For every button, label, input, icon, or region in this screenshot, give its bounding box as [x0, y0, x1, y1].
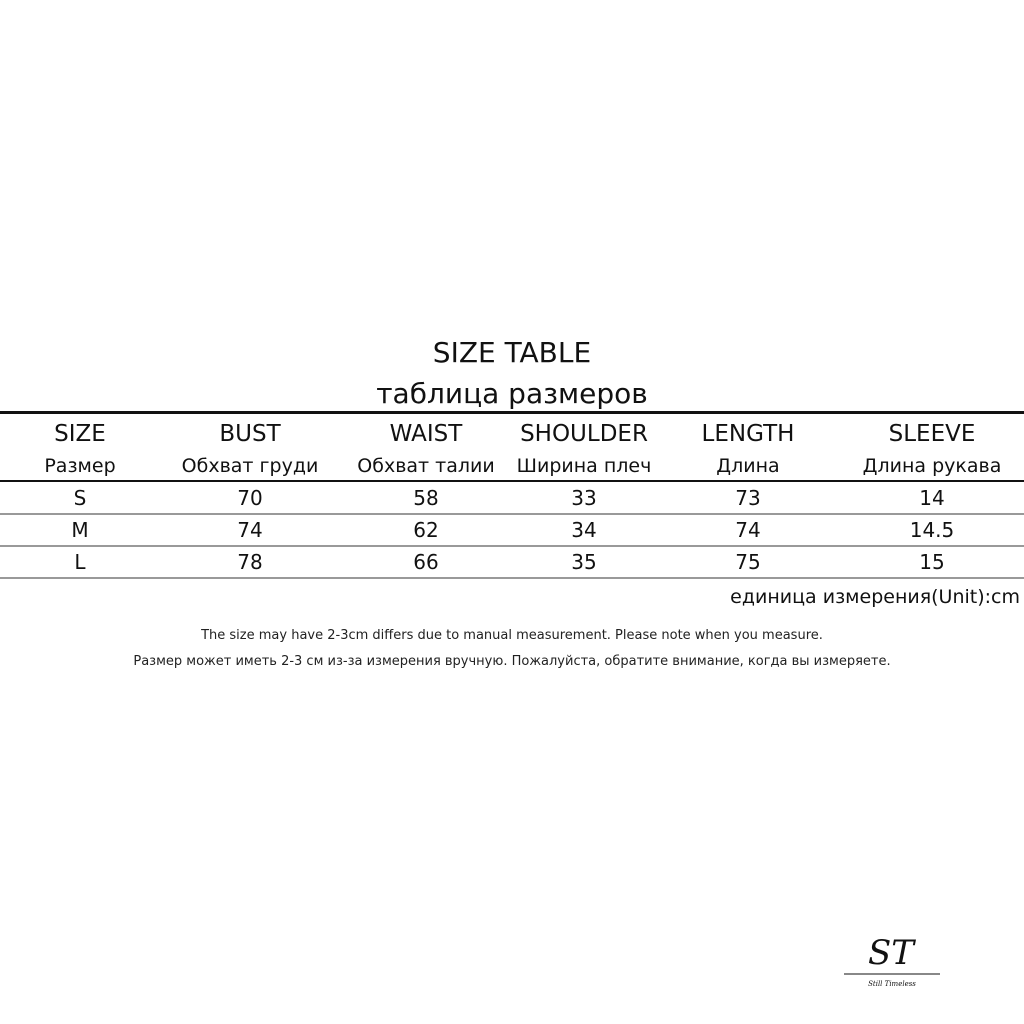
- table-cell: 70: [237, 486, 263, 510]
- table-cell: L: [74, 550, 86, 574]
- header-bust: BUST: [219, 421, 281, 447]
- header-shoulder-ru: Ширина плеч: [516, 455, 652, 477]
- page-subtitle: таблица размеров: [376, 377, 648, 410]
- table-row: [0, 546, 1024, 578]
- header-length: LENGTH: [701, 421, 795, 447]
- header-waist-ru: Обхват талии: [357, 455, 495, 477]
- table-cell: 35: [571, 550, 597, 574]
- table-cell: 15: [919, 550, 945, 574]
- table-cell: 33: [571, 486, 597, 510]
- measurement-note-en: The size may have 2-3cm differs due to manual measurement. Please note when you measure.: [201, 628, 823, 643]
- table-top-rule: [0, 411, 1024, 414]
- table-cell: 14.5: [909, 518, 955, 542]
- table-cell: 14: [919, 486, 945, 510]
- page-title: SIZE TABLE: [432, 336, 592, 369]
- table-cell: 34: [571, 518, 597, 542]
- header-size-ru: Размер: [44, 455, 116, 477]
- measurement-note-ru: Размер может иметь 2-3 см из-за измерения вручную. Пожалуйста, обратите внимание, когда вы измеряете.: [133, 654, 891, 669]
- logo-tagline: Still Timeless: [868, 980, 916, 988]
- header-sleeve: SLEEVE: [888, 421, 976, 447]
- header-sleeve-ru: Длина рукава: [862, 455, 1002, 477]
- header-length-ru: Длина: [716, 455, 780, 477]
- table-cell: 75: [735, 550, 761, 574]
- table-cell: 74: [735, 518, 761, 542]
- brand-logo-mark: [836, 928, 946, 992]
- brand-logo: [836, 928, 946, 992]
- table-cell: S: [73, 486, 87, 510]
- table-row: [0, 482, 1024, 514]
- table-cell: 74: [237, 518, 263, 542]
- header-bust-ru: Обхват груди: [181, 455, 319, 477]
- table-cell: 73: [735, 486, 761, 510]
- logo-monogram: ST: [868, 933, 914, 973]
- table-cell: 62: [413, 518, 439, 542]
- table-cell: 58: [413, 486, 439, 510]
- table-cell: M: [71, 518, 89, 542]
- header-waist: WAIST: [389, 421, 463, 447]
- table-cell: 66: [413, 550, 439, 574]
- table-row: [0, 514, 1024, 546]
- table-bottom-rule: [0, 577, 1024, 579]
- header-shoulder: SHOULDER: [520, 421, 648, 447]
- header-size: SIZE: [54, 421, 106, 447]
- unit-note: единица измерения(Unit):cm: [730, 586, 1020, 608]
- table-cell: 78: [237, 550, 263, 574]
